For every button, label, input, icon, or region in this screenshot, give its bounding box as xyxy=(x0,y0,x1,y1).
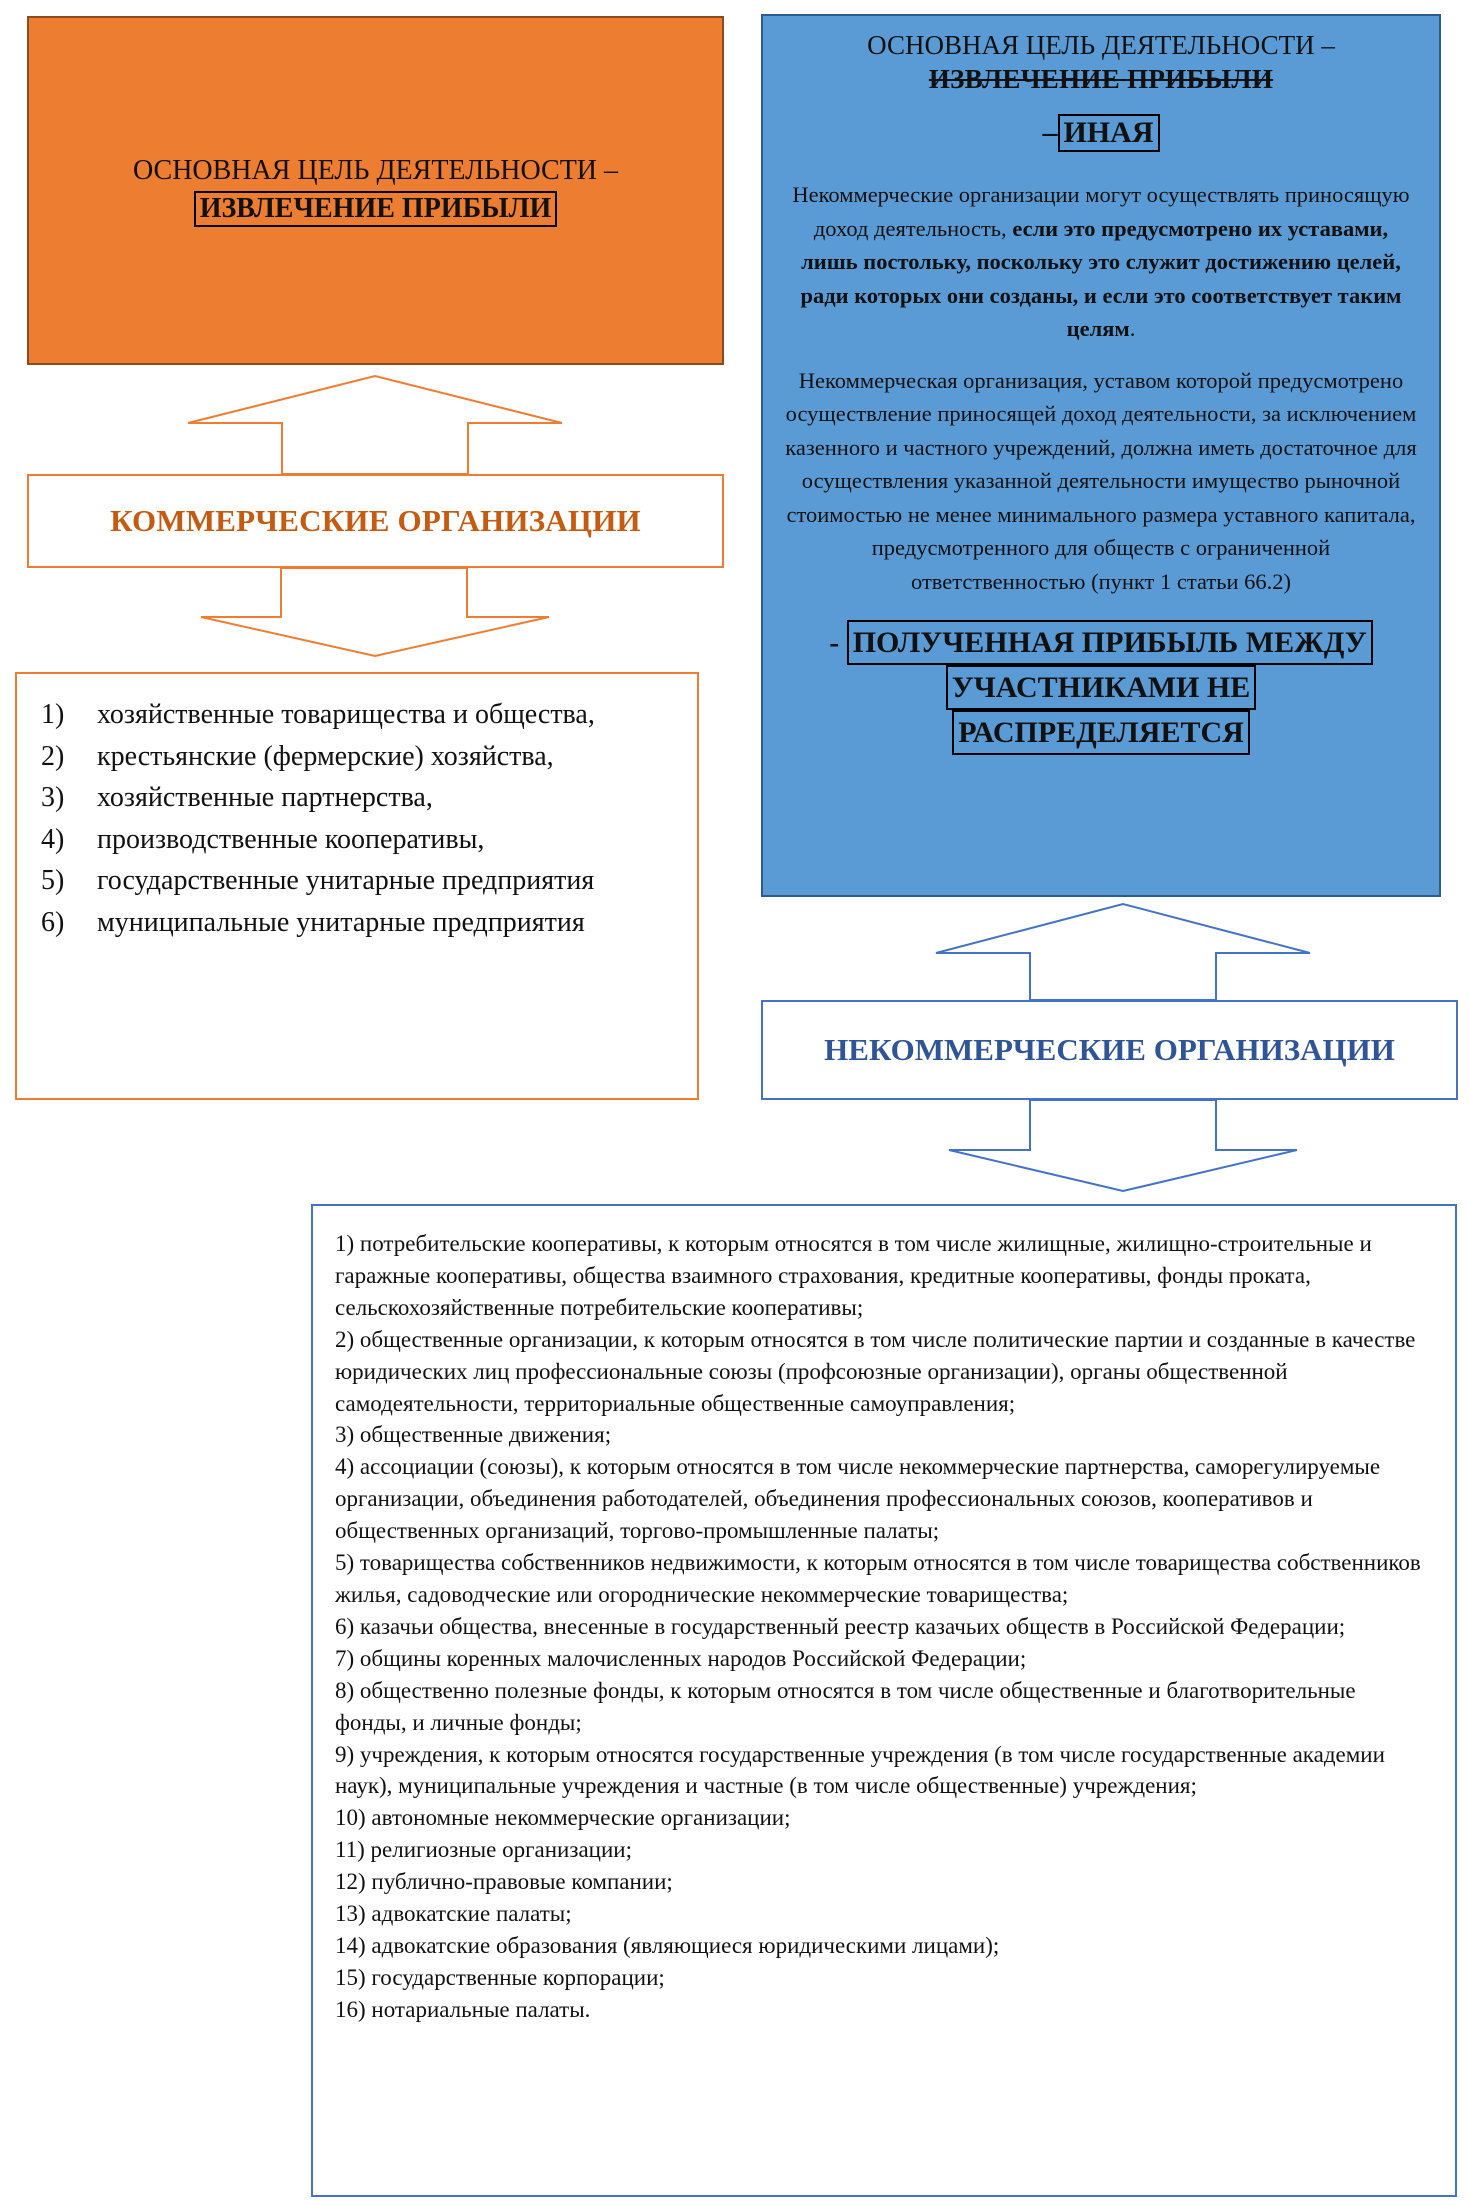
list-item: 16) нотариальные палаты. xyxy=(335,1996,591,2022)
noncommercial-other-goal: – ИНАЯ xyxy=(785,114,1417,152)
noncommercial-organizations-label: НЕКОММЕРЧЕСКИЕ ОРГАНИЗАЦИИ xyxy=(761,1000,1458,1100)
list-item: 6) муниципальные унитарные предприятия xyxy=(41,906,585,938)
noncommercial-list xyxy=(311,1204,1457,2197)
list-item: 1) потребительские кооперативы, к которым относятся в том числе жилищные, жилищно-строительные и гаражные кооперативы, общества взаимного страхования, кредитные кооперативы, фонды проката, сельскохозяйственные потребительские кооперативы; xyxy=(335,1231,1372,1320)
commercial-organizations-label: КОММЕРЧЕСКИЕ ОРГАНИЗАЦИИ xyxy=(27,474,724,568)
list-item: 2) крестьянские (фермерские) хозяйства, xyxy=(41,740,554,772)
noncommercial-goal-struck: ИЗВЛЕЧЕНИЕ ПРИБЫЛИ xyxy=(928,64,1274,94)
list-item: 2) общественные организации, к которым относятся в том числе политические партии и созданные в качестве юридических лиц профессиональные союзы (профсоюзные организации), органы общественной самодеятельности, территориальные общественные самоуправления; xyxy=(335,1326,1416,1416)
list-item: 6) казачьи общества, внесенные в государственный реестр казачьих обществ в Российской Федерации; xyxy=(335,1613,1346,1639)
list-item: 14) адвокатские образования (являющиеся юридическими лицами); xyxy=(335,1932,1000,1958)
list-item: 15) государственные корпорации; xyxy=(335,1964,665,1990)
noncommercial-profit-statement: - ПОЛУЧЕННАЯ ПРИБЫЛЬ МЕЖДУ УЧАСТНИКАМИ НЕ РАСПРЕДЕЛЯЕТСЯ xyxy=(785,620,1417,755)
list-item: 3) общественные движения; xyxy=(335,1422,612,1448)
noncommercial-income-paragraph: Некоммерческие организации могут осуществлять приносящую доход деятельность, если это предусмотрено их уставами, лишь постольку, поскольку это служит достижению целей, ради которых они созданы, и если это соответствует таким целям. xyxy=(792,182,1410,341)
commercial-goal-box xyxy=(27,16,724,365)
list-item: 4) производственные кооперативы, xyxy=(41,823,485,855)
list-item: 12) публично-правовые компании; xyxy=(335,1869,673,1895)
list-item: 9) учреждения, к которым относятся государственные учреждения (в том числе государственные академии наук), муниципальные учреждения и частные (в том числе общественные) учреждения; xyxy=(335,1741,1385,1799)
list-item: 7) общины коренных малочисленных народов Российской Федерации; xyxy=(335,1645,1027,1671)
list-item: 5) государственные унитарные предприятия xyxy=(41,865,595,896)
commercial-goal-main: ИЗВЛЕЧЕНИЕ ПРИБЫЛИ xyxy=(194,191,557,227)
list-item: 3) хозяйственные партнерства, xyxy=(41,782,433,813)
list-item: 10) автономные некоммерческие организации; xyxy=(335,1805,791,1831)
list-item: 11) религиозные организации; xyxy=(335,1837,632,1863)
list-item: 8) общественно полезные фонды, к которым относятся в том числе общественные и благотворительные фонды, и личные фонды; xyxy=(335,1677,1356,1735)
commercial-list xyxy=(15,672,699,1100)
list-item: 13) адвокатские палаты; xyxy=(335,1901,572,1927)
noncommercial-property-paragraph: Некоммерческая организация, уставом которой предусмотрено осуществление приносящей доход деятельности, за исключением казенного и частного учреждений, должна иметь достаточное для осуществления указанной деятельности имущество рыночной стоимостью не менее минимального размера уставного капитала, предусмотренного для обществ с ограниченной ответственностью (пункт 1 статьи 66.2) xyxy=(785,367,1417,594)
list-item: 5) товарищества собственников недвижимости, к которым относятся в том числе товарищества собственников жилья, садоводческие или огороднические некоммерческие товарищества; xyxy=(335,1550,1421,1607)
list-item: 4) ассоциации (союзы), к которым относятся в том числе некоммерческие партнерства, саморегулируемые организации, объединения работодателей, объединения профессиональных союзов, кооперативов и общественных организаций, торгово-промышленные палаты; xyxy=(335,1454,1381,1544)
noncommercial-goal-lead: ОСНОВНАЯ ЦЕЛЬ ДЕЯТЕЛЬНОСТИ – xyxy=(867,30,1335,60)
commercial-goal-lead: ОСНОВНАЯ ЦЕЛЬ ДЕЯТЕЛЬНОСТИ – xyxy=(132,154,619,186)
noncommercial-goal-box xyxy=(761,14,1441,897)
list-item: 1) хозяйственные товарищества и общества, xyxy=(41,699,595,730)
